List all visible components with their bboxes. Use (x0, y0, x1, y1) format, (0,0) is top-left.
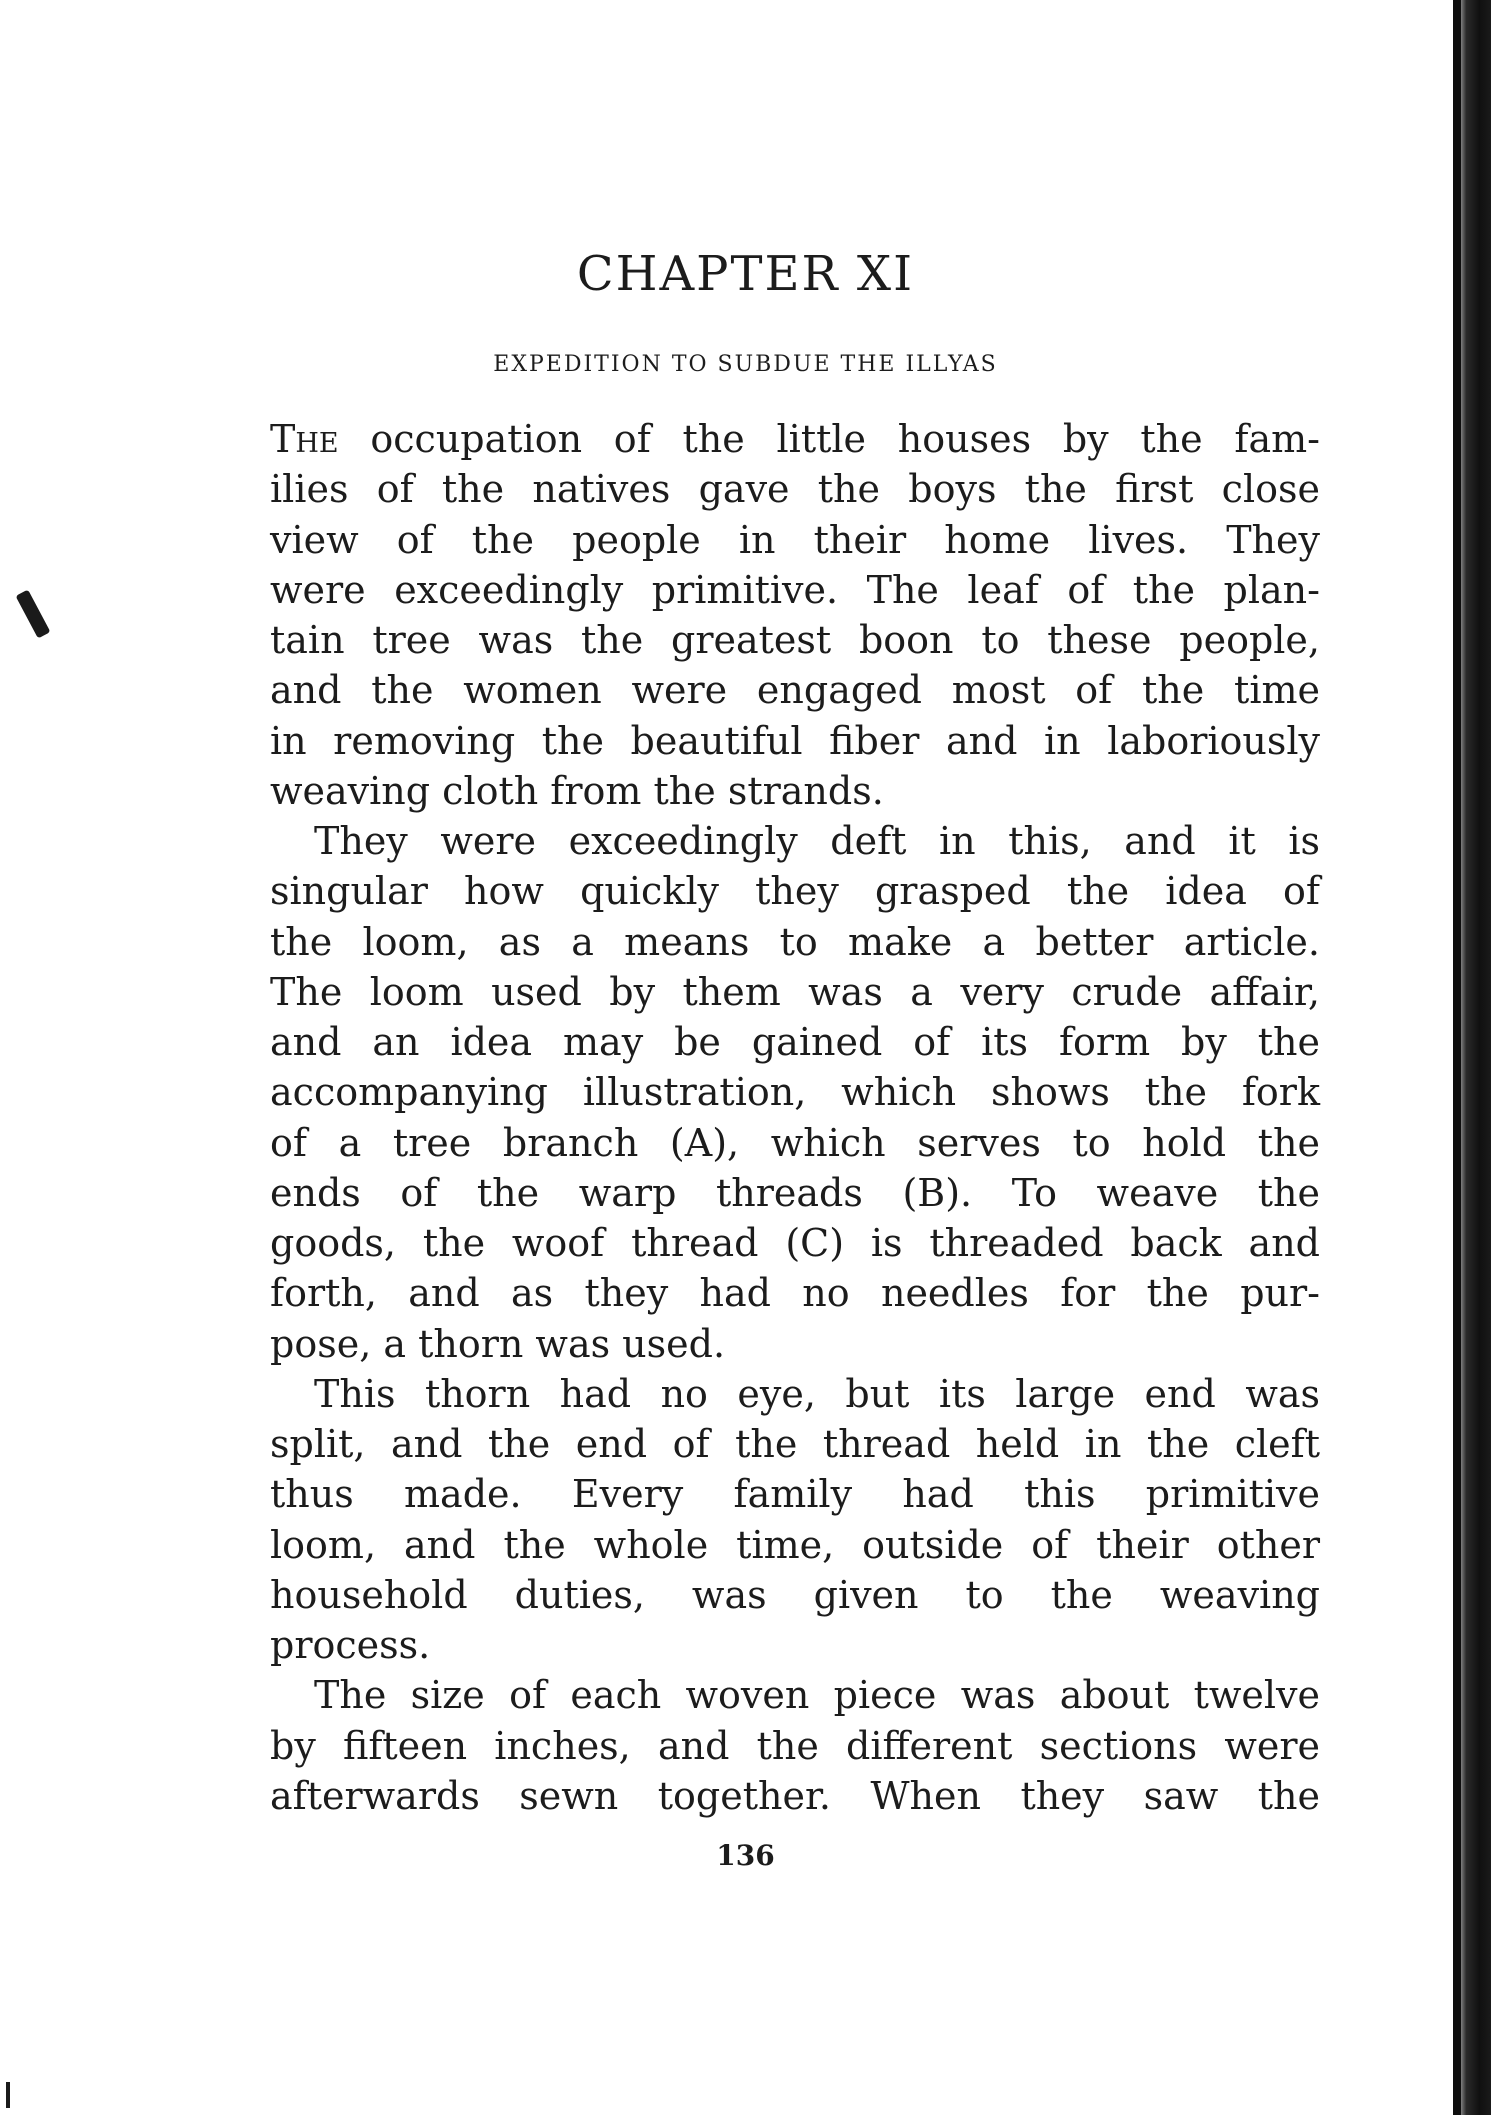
text-line: thus made. Every family had this primitive (270, 1472, 1320, 1517)
chapter-title: CHAPTER XI (576, 246, 915, 302)
text-line: ilies of the natives gave the boys the first close (270, 467, 1320, 512)
text-line: loom, and the whole time, outside of their other (270, 1522, 1320, 1567)
text-line: pose, a thorn was used. (270, 1321, 726, 1366)
text-line: the loom, as a means to make a better article. (270, 919, 1320, 964)
text-line: and an idea may be gained of its form by the (270, 1020, 1320, 1064)
text-line: tain tree was the greatest boon to these people, (270, 618, 1320, 662)
text-line: afterwards sewn together. When they saw the (270, 1773, 1320, 1818)
text-line: and the women were engaged most of the time (270, 668, 1320, 713)
drop-word: The (270, 417, 339, 461)
text-line (270, 414, 1320, 464)
text-line: were exceedingly primitive. The leaf of the plan- (270, 567, 1320, 612)
text-line: view of the people in their home lives. They (270, 517, 1320, 562)
scan-mark (16, 590, 51, 639)
text-line: The size of each woven piece was about twelve (314, 1673, 1320, 1718)
text-line: goods, the woof thread (C) is threaded back and (270, 1221, 1320, 1265)
text-line: forth, and as they had no needles for the pur- (270, 1271, 1320, 1316)
page-number: 136 (716, 1839, 775, 1872)
text-line: by fifteen inches, and the different sections were (270, 1723, 1320, 1768)
text-line: in removing the beautiful fiber and in laboriously (270, 718, 1320, 763)
text-line: They were exceedingly deft in this, and it is (314, 819, 1320, 863)
text-line: household duties, was given to the weaving (270, 1572, 1320, 1617)
body-text (270, 414, 1320, 1821)
text-line: of a tree branch (A), which serves to hold the (270, 1120, 1320, 1165)
text-line: ends of the warp threads (B). To weave the (270, 1170, 1320, 1215)
binding-gutter-edge (1453, 0, 1461, 2115)
chapter-subtitle: EXPEDITION TO SUBDUE THE ILLYAS (493, 352, 998, 377)
text-line: weaving cloth from the strands. (270, 768, 884, 813)
text-line: This thorn had no eye, but its large end was (314, 1371, 1320, 1416)
text-line-rest: occupation of the little houses by the fam- (338, 417, 1320, 461)
scan-mark (6, 2082, 10, 2108)
text-line: singular how quickly they grasped the idea of (270, 869, 1320, 914)
text-line: The loom used by them was a very crude affair, (270, 969, 1320, 1014)
text-line: accompanying illustration, which shows the fork (270, 1070, 1320, 1115)
text-line: split, and the end of the thread held in the cleft (270, 1422, 1320, 1466)
text-line: process. (270, 1623, 431, 1667)
